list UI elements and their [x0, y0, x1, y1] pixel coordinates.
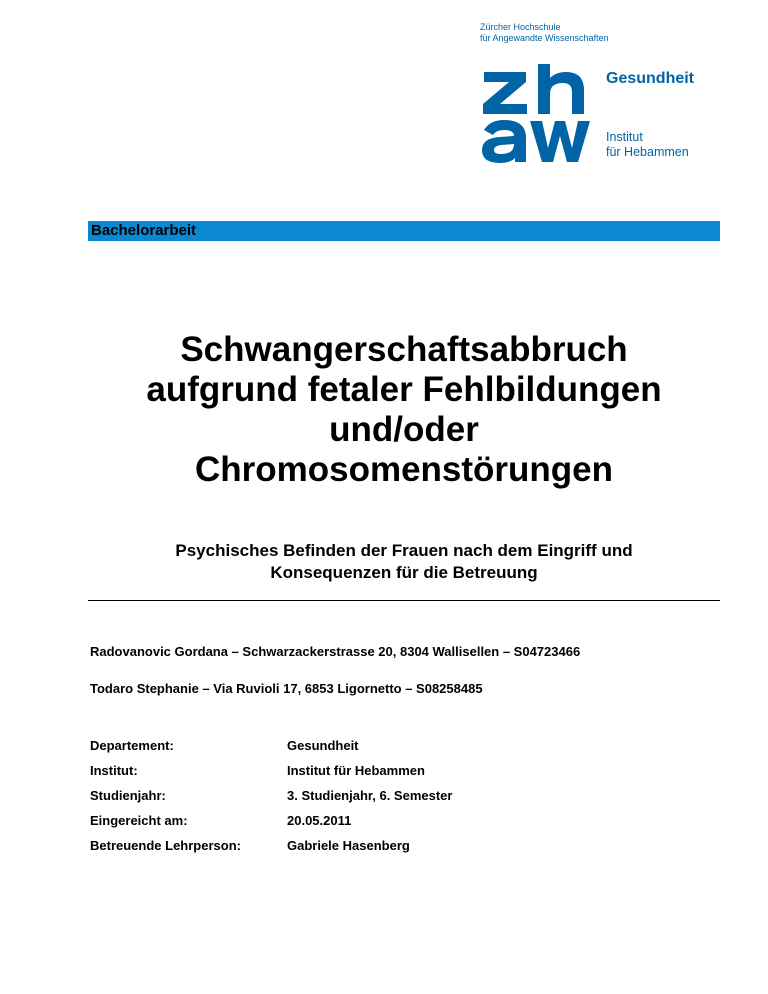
document-type-bar — [88, 221, 720, 241]
info-value: Gabriele Hasenberg — [287, 838, 410, 853]
info-key: Studienjahr: — [90, 788, 166, 803]
info-value: Gesundheit — [287, 738, 359, 753]
institute-name — [606, 130, 689, 160]
info-value: 3. Studienjahr, 6. Semester — [287, 788, 453, 803]
title-line: und/oder — [329, 410, 479, 449]
page-subtitle — [88, 540, 720, 584]
school-name-line-2: für Angewandte Wissenschaften — [480, 33, 609, 43]
institute-line-2: für Hebammen — [606, 145, 689, 159]
document-type-label: Bachelorarbeit — [91, 222, 197, 239]
page-title — [88, 330, 720, 490]
institute-line-1: Institut — [606, 130, 643, 144]
author-line: Todaro Stephanie – Via Ruvioli 17, 6853 Ligornetto – S08258485 — [90, 681, 483, 696]
author-line: Radovanovic Gordana – Schwarzackerstrasse 20, 8304 Wallisellen – S04723466 — [90, 644, 581, 659]
zhaw-logo — [480, 22, 740, 172]
info-key: Departement: — [90, 738, 174, 753]
title-line: Schwangerschaftsabbruch — [180, 330, 628, 369]
info-value: Institut für Hebammen — [287, 763, 425, 778]
subtitle-line: Konsequenzen für die Betreuung — [270, 563, 538, 582]
info-key: Eingereicht am: — [90, 813, 188, 828]
info-key: Betreuende Lehrperson: — [90, 838, 241, 853]
zhaw-logo-mark — [480, 64, 590, 164]
info-value: 20.05.2011 — [287, 813, 352, 828]
info-key: Institut: — [90, 763, 138, 778]
divider — [88, 600, 720, 601]
title-line: Chromosomenstörungen — [194, 450, 614, 489]
subtitle-line: Psychisches Befinden der Frauen nach dem Eingriff und — [175, 541, 633, 560]
department-name: Gesundheit — [606, 70, 695, 87]
title-line: aufgrund fetaler Fehlbildungen — [146, 370, 662, 409]
school-name-line-1: Zürcher Hochschule — [480, 22, 561, 32]
school-name — [480, 22, 609, 44]
